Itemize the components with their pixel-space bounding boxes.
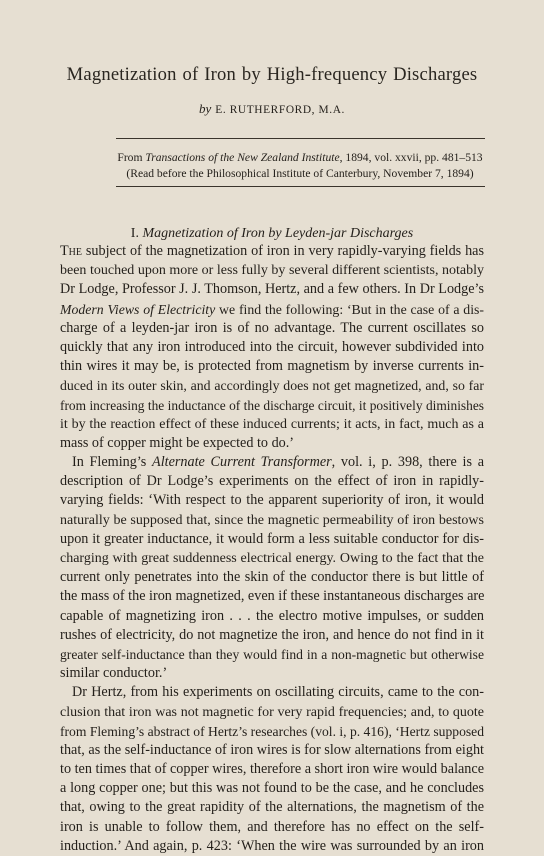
text-line: rushes of electricity, do not magnetize the iron, and hence do not find in it: [60, 626, 484, 643]
section-number: I.: [130, 226, 143, 241]
text-line: induction.’ And again, p. 423: ‘When the wire was surrounded by an iron: [60, 837, 484, 854]
book-title: Alternate Current Transformer: [152, 454, 332, 471]
text-line: from increasing the inductance of the discharge circuit, it positively diminishes: [60, 397, 484, 413]
text-line: thin wires it may be, is protected from magnetism by inverse currents in-: [60, 358, 484, 375]
text-line: clusion that iron was not magnetic for very rapid frequencies; and, to quote: [60, 704, 484, 720]
text-line: to ten times that of copper wires, therefore a short iron wire would balance: [60, 761, 484, 778]
section-title: Magnetization of Iron by Leyden-jar Discharges: [142, 226, 414, 241]
read-note: (Read before the Philosophical Institute of Canterbury, November 7, 1894): [126, 167, 474, 180]
text-line: Dr Lodge, Professor J. J. Thomson, Hertz, and a few others. In Dr Lodge’s: [60, 281, 484, 298]
byline-by: by: [198, 101, 212, 116]
section-heading: [0, 226, 544, 242]
text-line: charge of a leyden-jar iron is of no advantage. The current oscillates so: [60, 319, 484, 336]
text-line: mass of copper might be expected to do.’: [60, 434, 295, 451]
text-line: it by the reaction effect of these induced currents; it acts, in fact, much as a: [60, 416, 484, 432]
text-line: that, owing to the great rapidity of the alternations, the magnetism of the: [60, 799, 484, 816]
article-title: Magnetization of Iron by High-frequency Discharges: [66, 64, 478, 85]
text-line: quickly that any iron introduced into the circuit, however subdivided into: [60, 338, 484, 355]
text-line: from Fleming’s abstract of Hertz’s researches (vol. i, p. 416), ‘Hertz supposed: [60, 723, 484, 739]
text-line: duced in its outer skin, and accordingly does not get magnetized, and, so far: [60, 378, 484, 394]
lead-word: The: [60, 243, 82, 259]
text-line: iron is unable to follow them, and therefore has no effect on the self-: [60, 818, 484, 835]
text-line: a long copper one; but this was not found to be the case, and he concludes: [60, 780, 484, 797]
journal-title: Transactions of the New Zealand Institute: [145, 151, 340, 164]
top-rule: [116, 138, 485, 139]
text-line: In Fleming’s Alternate Current Transformer, vol. i, p. 398, there is a: [72, 454, 484, 471]
body-text: [60, 242, 484, 856]
text-line: naturally be supposed that, since the magnetic permeability of iron bestows: [60, 512, 484, 528]
source-note: [60, 150, 540, 182]
text-line: Modern Views of Electricity we find the following: ‘But in the case of a dis-: [60, 301, 485, 317]
text-line: the mass of the iron magnetized, even if these instantaneous discharges are: [60, 588, 485, 605]
text-line: description of Dr Lodge’s experiments on the effect of iron in rapidly-: [60, 473, 484, 490]
text-line: been touched upon more or less fully by several different scientists, notably: [60, 263, 484, 279]
bottom-rule: [116, 186, 485, 187]
text-line: charging with great suddenness electrical energy. Owing to the fact that the: [60, 551, 484, 566]
text-line: Dr Hertz, from his experiments on oscillating circuits, came to the con-: [72, 684, 484, 701]
book-title: Modern Views of Electricity: [60, 301, 216, 317]
text-line: capable of magnetizing iron . . . the electro motive impulses, or sudden: [60, 607, 484, 624]
byline: [0, 101, 544, 117]
source-citation: From Transactions of the New Zealand Institute, 1894, vol. xxvii, pp. 481–513: [117, 151, 483, 164]
text-line: current only penetrates into the skin of the conductor there is but little of: [60, 569, 484, 586]
text-line: that, as the self-inductance of iron wires is for slow alternations from eight: [60, 741, 484, 758]
text-line: greater self-inductance than they would find in a non-magnetic but otherwise: [60, 646, 484, 662]
text-line: varying fields: ‘With respect to the apparent superiority of iron, it would: [60, 492, 484, 509]
text-line: similar conductor.’: [60, 665, 168, 682]
text-line: The subject of the magnetization of iron in very rapidly-varying fields has: [60, 243, 484, 259]
author-name: E. RUTHERFORD, M.A.: [215, 104, 346, 116]
text-line: upon it greater inductance, it would form a less suitable conductor for dis-: [60, 530, 484, 547]
